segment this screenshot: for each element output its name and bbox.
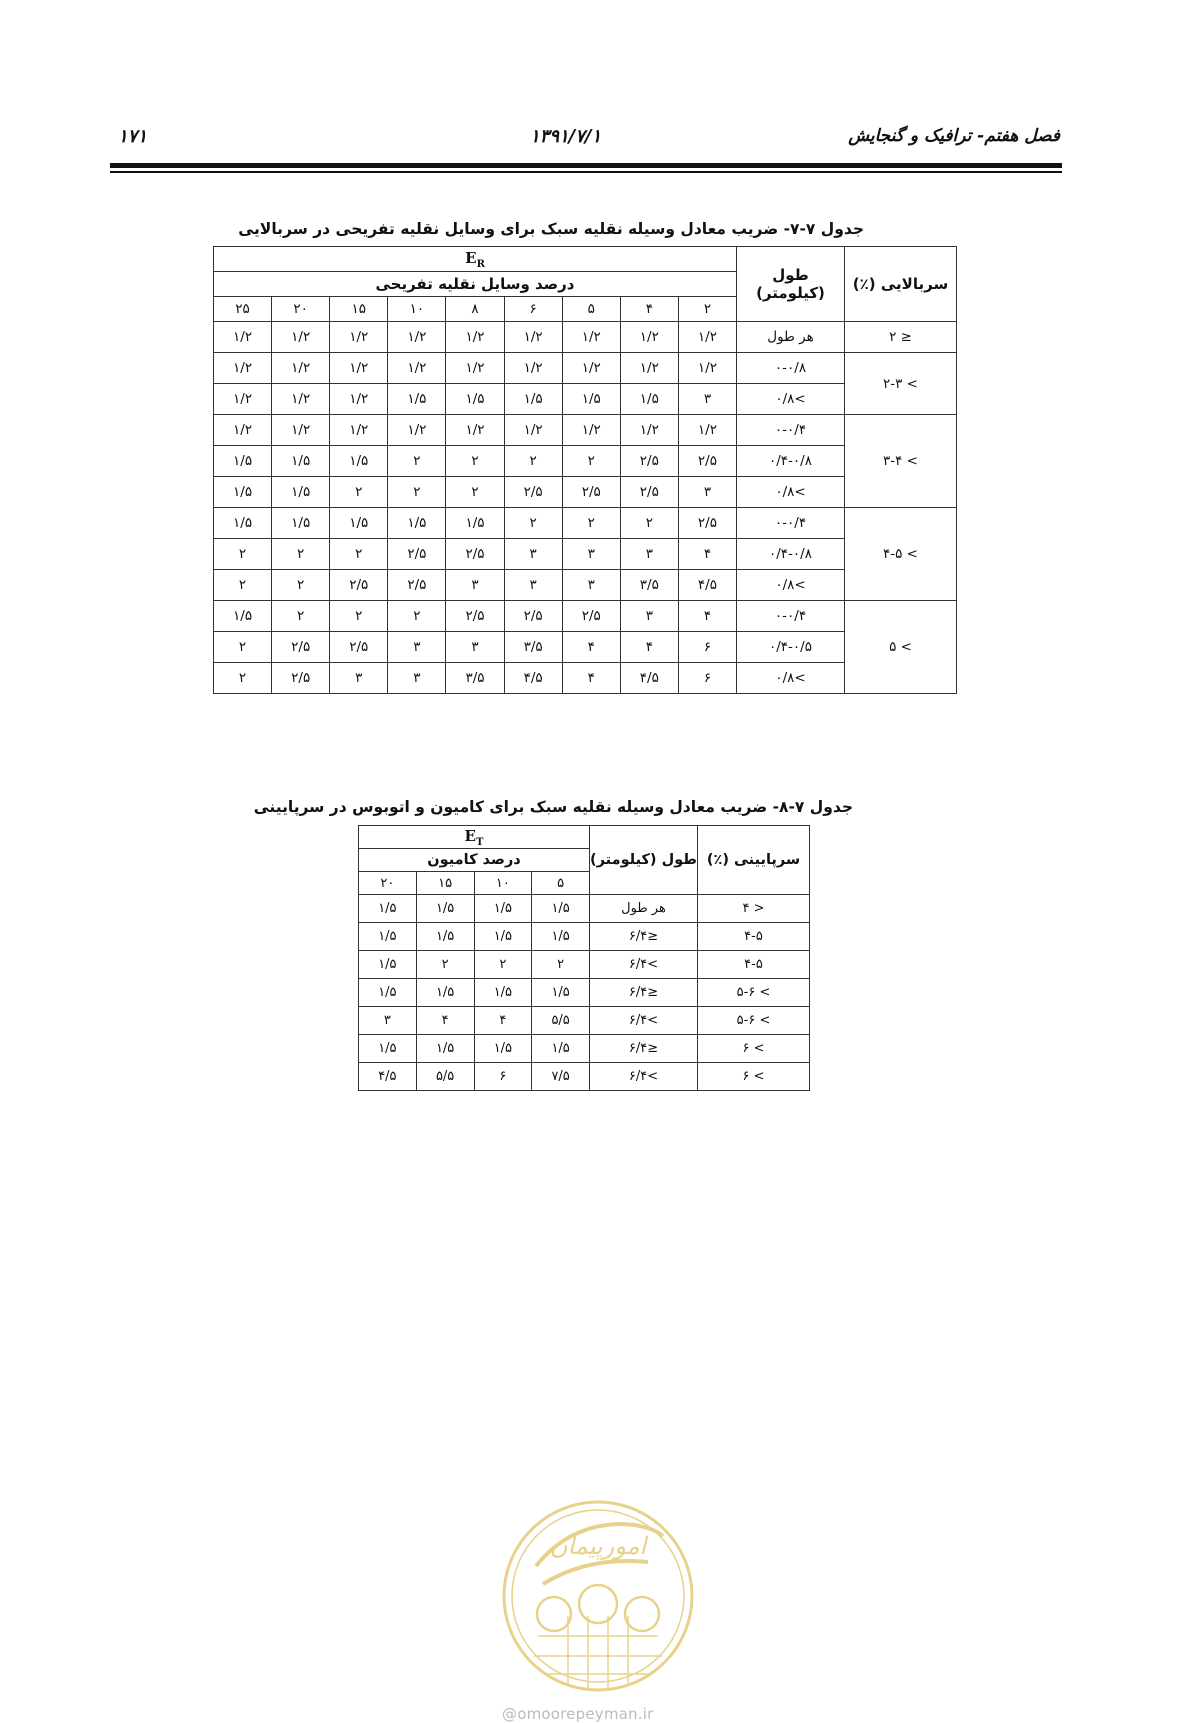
table1-value-cell: ۶ [678,663,736,694]
table2-value-cell: ۴/۵ [359,1063,417,1091]
table2-value-cell: ۱/۵ [474,895,532,923]
table2-length-cell: ≤۶/۴ [590,1035,698,1063]
table1-value-cell: ۱/۵ [504,384,562,415]
table2-grade-cell: ۴-۵ [698,951,810,979]
table1-value-cell: ۴/۵ [504,663,562,694]
table2-value-cell: ۱/۵ [359,951,417,979]
table-row [359,951,810,979]
table1-value-cell: ۱/۲ [446,322,504,353]
table2-value-cell: ۲ [474,951,532,979]
table1-value-cell: ۲/۵ [272,663,330,694]
table1-value-cell: ۳/۵ [504,632,562,663]
watermark-logo-text: امورپیمان [549,1532,647,1560]
table1-length-cell: ۰-۰/۴ [737,415,845,446]
table2-value-cell: ۱/۵ [532,895,590,923]
table1-value-cell: ۳ [388,632,446,663]
table1-value-cell: ۲/۵ [388,570,446,601]
watermark-site: @omoorepeyman.ir [502,1705,654,1723]
table1-length-cell: >۰/۸ [737,663,845,694]
table2-length-cell: >۶/۴ [590,1007,698,1035]
table2-value-cell: ۱/۵ [532,1035,590,1063]
table2-percent-1: ۱۰ [474,872,532,895]
table2-value-cell: ۱/۵ [416,1035,474,1063]
table1-length-cell: هر طول [737,322,845,353]
table1-percent-1: ۴ [620,297,678,322]
table2-value-cell: ۱/۵ [416,979,474,1007]
table2-grade-cell: > ۵-۶ [698,1007,810,1035]
table1-value-cell: ۲ [272,570,330,601]
table1-value-cell: ۱/۲ [446,353,504,384]
table2-percent-2: ۱۵ [416,872,474,895]
table2-grade-header: سرپایینی (٪) [698,826,810,895]
table2-grade-cell: > ۵-۶ [698,979,810,1007]
table1-value-cell: ۱/۵ [214,477,272,508]
table1-length-cell: ۰-۰/۴ [737,508,845,539]
table1-value-cell: ۱/۵ [446,384,504,415]
header-date: ۱۳۹۱/۷/۱ [530,126,602,147]
table1-value-cell: ۲ [562,508,620,539]
table1-value-cell: ۳ [620,539,678,570]
table1-grade-cell: > ۴-۵ [845,508,957,601]
table1-percent-3: ۶ [504,297,562,322]
table1-value-cell: ۱/۲ [388,353,446,384]
table1-percent-5: ۱۰ [388,297,446,322]
table2-grade-cell: ۴-۵ [698,923,810,951]
table1-value-cell: ۴/۵ [620,663,678,694]
table1-value-cell: ۱/۲ [272,322,330,353]
table2-value-cell: ۱/۵ [474,1035,532,1063]
table1-value-cell: ۳ [504,570,562,601]
table1-value-cell: ۱/۲ [272,415,330,446]
table1-value-cell: ۲/۵ [620,446,678,477]
table1-value-cell: ۲ [272,601,330,632]
table1-value-cell: ۲ [214,539,272,570]
table1-percent-4: ۸ [446,297,504,322]
table1-value-cell: ۲ [330,601,388,632]
table1-value-cell: ۲ [446,477,504,508]
table1-value-cell: ۱/۲ [214,415,272,446]
table-7-8 [358,825,810,1091]
table1-value-cell: ۱/۲ [330,384,388,415]
table1-value-cell: ۲ [388,477,446,508]
table1-value-cell: ۱/۲ [620,415,678,446]
table2-value-cell: ۶ [474,1063,532,1091]
table2-length-cell: ≤۶/۴ [590,979,698,1007]
header-rule-thick [110,163,1062,168]
table-row [214,322,957,353]
table-row [214,508,957,539]
table2-percent-3: ۲۰ [359,872,417,895]
table1-value-cell: ۱/۵ [272,508,330,539]
table1-value-cell: ۱/۲ [330,322,388,353]
table1-length-cell: ۰/۴-۰/۸ [737,446,845,477]
table1-value-cell: ۱/۲ [678,353,736,384]
table1-value-cell: ۱/۵ [330,508,388,539]
table1-value-cell: ۱/۲ [330,415,388,446]
table1-value-cell: ۲/۵ [562,601,620,632]
table1-value-cell: ۱/۲ [562,322,620,353]
table-row [359,1063,810,1091]
table1-value-cell: ۱/۲ [504,415,562,446]
table1-value-cell: ۱/۲ [678,415,736,446]
table2-grade-cell: > ۶ [698,1063,810,1091]
table1-value-cell: ۳ [504,539,562,570]
table1-value-cell: ۲ [388,446,446,477]
table1-value-cell: ۱/۲ [272,353,330,384]
table1-value-cell: ۶ [678,632,736,663]
table1-value-cell: ۱/۵ [620,384,678,415]
table2-value-cell: ۱/۵ [359,979,417,1007]
table1-percent-0: ۲ [678,297,736,322]
table1-value-cell: ۲/۵ [388,539,446,570]
table2-value-cell: ۱/۵ [359,1035,417,1063]
table1-value-cell: ۱/۵ [272,446,330,477]
table1-value-cell: ۱/۲ [214,384,272,415]
table1-length-cell: ۰-۰/۸ [737,353,845,384]
table1-value-cell: ۲/۵ [330,632,388,663]
table1-length-cell: ۰/۴-۰/۸ [737,539,845,570]
table2-value-cell: ۵/۵ [416,1063,474,1091]
table1-value-cell: ۱/۵ [272,477,330,508]
chapter-title: فصل هفتم- ترافیک و گنجایش [848,126,1060,146]
table-row [359,923,810,951]
page-number: ۱۷۱ [118,126,148,147]
table-row [214,415,957,446]
watermark-logo [498,1496,698,1696]
table-row [359,1007,810,1035]
table-row [214,601,957,632]
table1-value-cell: ۲ [330,539,388,570]
table1-value-cell: ۱/۲ [620,353,678,384]
table1-value-cell: ۲/۵ [446,601,504,632]
table2-value-cell: ۱/۵ [532,923,590,951]
table-7-7 [213,246,957,694]
table2-value-cell: ۱/۵ [416,895,474,923]
table1-value-cell: ۳/۵ [446,663,504,694]
table2-percent-0: ۵ [532,872,590,895]
table1-value-cell: ۱/۵ [388,384,446,415]
table2-value-cell: ۱/۵ [474,923,532,951]
table2-caption: جدول ۷-۸- ضریب معادل وسیله نقلیه سبک برای کامیون و اتوبوس در سرپایینی [253,798,853,816]
table1-value-cell: ۱/۲ [388,415,446,446]
table1-value-cell: ۳ [562,539,620,570]
table2-value-cell: ۱/۵ [359,923,417,951]
table1-value-cell: ۲ [272,539,330,570]
table1-percent-8: ۲۵ [214,297,272,322]
table1-value-cell: ۲/۵ [678,508,736,539]
table2-length-cell: هر طول [590,895,698,923]
table1-length-cell: >۰/۸ [737,570,845,601]
table2-value-cell: ۱/۵ [359,895,417,923]
table1-length-cell: ۰-۰/۴ [737,601,845,632]
table1-value-cell: ۱/۲ [214,353,272,384]
table1-value-cell: ۱/۲ [504,353,562,384]
table1-value-cell: ۳ [678,384,736,415]
table1-value-cell: ۲ [504,508,562,539]
table1-value-cell: ۳ [620,601,678,632]
table2-value-cell: ۱/۵ [532,979,590,1007]
table2-length-cell: >۶/۴ [590,951,698,979]
table1-grade-cell: > ۲-۳ [845,353,957,415]
table1-value-cell: ۲ [214,663,272,694]
table1-symbol-header: $E_R$ [214,247,737,272]
table2-length-header: طول (کیلومتر) [590,826,698,895]
table2-percent-label: درصد کامیون [359,849,590,872]
table1-percent-label: درصد وسایل نقلیه تفریحی [214,272,737,297]
table-row [359,1035,810,1063]
table1-grade-cell: > ۳-۴ [845,415,957,508]
table1-value-cell: ۳ [446,570,504,601]
table1-caption: جدول ۷-۷- ضریب معادل وسیله نقلیه سبک برای وسایل نقلیه تفریحی در سربالایی [238,220,864,238]
table2-grade-cell: > ۶ [698,1035,810,1063]
table1-value-cell: ۴ [678,539,736,570]
table1-value-cell: ۲ [504,446,562,477]
table2-value-cell: ۴ [416,1007,474,1035]
table1-value-cell: ۲ [620,508,678,539]
table2-value-cell: ۲ [416,951,474,979]
table1-grade-header: سربالایی (٪) [845,247,957,322]
table1-value-cell: ۲/۵ [562,477,620,508]
table1-value-cell: ۱/۵ [214,508,272,539]
table1-value-cell: ۲/۵ [620,477,678,508]
table1-value-cell: ۲ [214,632,272,663]
table1-value-cell: ۱/۲ [272,384,330,415]
table2-length-cell: ≤۶/۴ [590,923,698,951]
table2-value-cell: ۱/۵ [474,979,532,1007]
table1-grade-cell: ≤ ۲ [845,322,957,353]
table1-value-cell: ۱/۲ [562,353,620,384]
table1-value-cell: ۴ [620,632,678,663]
table2-symbol-header: $E_T$ [359,826,590,849]
table1-value-cell: ۱/۲ [330,353,388,384]
table1-value-cell: ۱/۲ [678,322,736,353]
table1-value-cell: ۲/۵ [330,570,388,601]
table1-value-cell: ۳ [562,570,620,601]
table1-length-cell: >۰/۸ [737,384,845,415]
table1-value-cell: ۱/۲ [446,415,504,446]
table1-percent-2: ۵ [562,297,620,322]
table1-value-cell: ۲ [214,570,272,601]
table1-value-cell: ۱/۲ [620,322,678,353]
table1-value-cell: ۳ [388,663,446,694]
table1-value-cell: ۱/۵ [330,446,388,477]
table1-value-cell: ۳ [446,632,504,663]
table1-value-cell: ۱/۵ [214,446,272,477]
table2-grade-cell: < ۴ [698,895,810,923]
table1-value-cell: ۳ [330,663,388,694]
table1-value-cell: ۲ [330,477,388,508]
table1-percent-6: ۱۵ [330,297,388,322]
table1-value-cell: ۴/۵ [678,570,736,601]
table1-value-cell: ۱/۲ [388,322,446,353]
table1-value-cell: ۲ [388,601,446,632]
table1-value-cell: ۳/۵ [620,570,678,601]
table1-value-cell: ۲/۵ [504,477,562,508]
table1-grade-cell: > ۵ [845,601,957,694]
table2-value-cell: ۲ [532,951,590,979]
table1-value-cell: ۲/۵ [446,539,504,570]
table1-length-cell: ۰/۴-۰/۵ [737,632,845,663]
table2-value-cell: ۴ [474,1007,532,1035]
table1-value-cell: ۲ [562,446,620,477]
table1-value-cell: ۱/۵ [214,601,272,632]
table1-value-cell: ۱/۵ [562,384,620,415]
table1-value-cell: ۲/۵ [272,632,330,663]
table1-value-cell: ۱/۲ [562,415,620,446]
table1-value-cell: ۲ [446,446,504,477]
table1-value-cell: ۴ [562,663,620,694]
table1-percent-7: ۲۰ [272,297,330,322]
table2-length-cell: >۶/۴ [590,1063,698,1091]
table1-value-cell: ۴ [562,632,620,663]
table1-value-cell: ۲/۵ [678,446,736,477]
table-row [214,353,957,384]
table2-value-cell: ۷/۵ [532,1063,590,1091]
table1-value-cell: ۲/۵ [504,601,562,632]
table-row [359,979,810,1007]
table2-value-cell: ۱/۵ [416,923,474,951]
table1-length-header: طول (کیلومتر) [737,247,845,322]
header-rule-thin [110,171,1062,173]
table1-value-cell: ۱/۵ [388,508,446,539]
table1-value-cell: ۴ [678,601,736,632]
table1-value-cell: ۳ [678,477,736,508]
table-row [359,895,810,923]
table2-value-cell: ۳ [359,1007,417,1035]
table1-value-cell: ۱/۲ [504,322,562,353]
table1-length-cell: >۰/۸ [737,477,845,508]
table2-value-cell: ۵/۵ [532,1007,590,1035]
table1-value-cell: ۱/۲ [214,322,272,353]
table1-value-cell: ۱/۵ [446,508,504,539]
